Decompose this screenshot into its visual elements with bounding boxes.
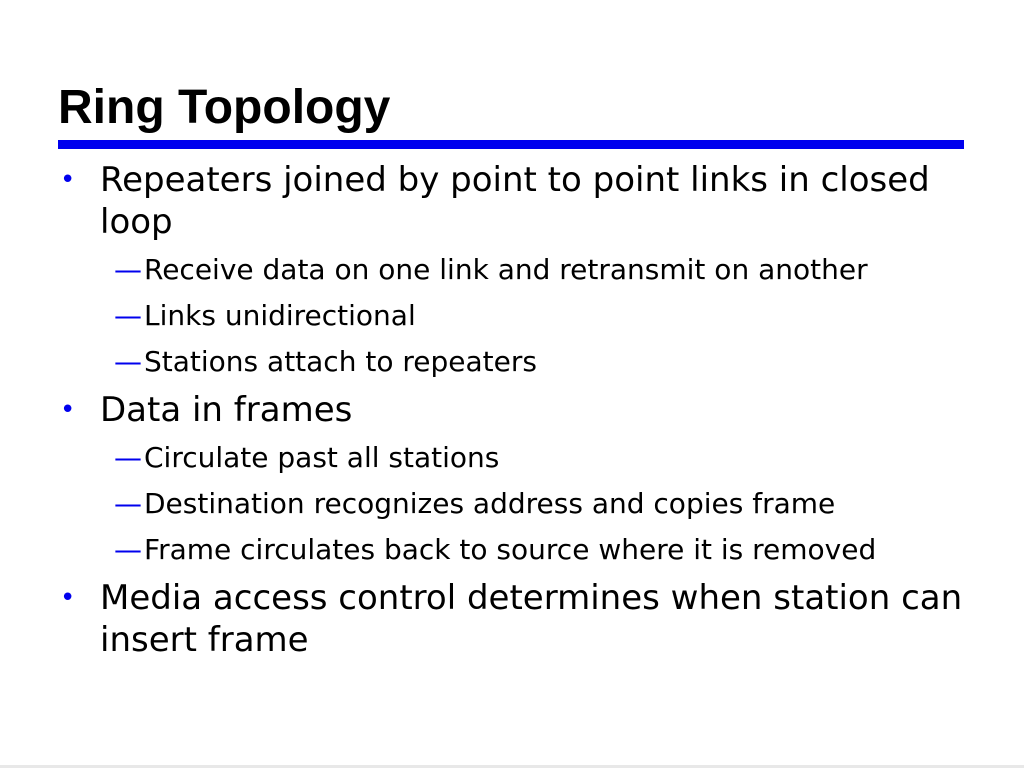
slide-title: Ring Topology [58,81,391,134]
sub-bullet-list [60,435,970,573]
sub-bullet-label: Destination recognizes address and copies frame [144,487,836,520]
sub-bullet-item [60,339,970,385]
bullet-label: Repeaters joined by point to point links in closed loop [100,160,930,242]
bullet-text [60,389,970,431]
sub-bullet-item [60,293,970,339]
dash-icon: — [114,345,142,378]
sub-bullet-item [60,481,970,527]
bullet-dot-icon: • [60,395,76,425]
bullet-item-3 [60,577,970,661]
bullet-label: Data in frames [100,390,353,430]
dash-icon: — [114,487,142,520]
sub-bullet-list [60,247,970,385]
sub-bullet-item [60,435,970,481]
bullet-dot-icon: • [60,165,76,195]
bullet-text [60,159,970,243]
dash-icon: — [114,441,142,474]
bullet-list [60,159,970,661]
dash-icon: — [114,253,142,286]
bullet-item-2 [60,389,970,573]
sub-bullet-label: Frame circulates back to source where it is removed [144,533,877,566]
title-underline [58,140,964,149]
bullet-dot-icon: • [60,583,76,613]
sub-bullet-label: Links unidirectional [144,299,416,332]
sub-bullet-label: Stations attach to repeaters [144,345,537,378]
dash-icon: — [114,299,142,332]
bullet-text [60,577,970,661]
sub-bullet-label: Receive data on one link and retransmit on another [144,253,868,286]
bullet-label: Media access control determines when station can insert frame [100,578,963,660]
sub-bullet-item [60,247,970,293]
sub-bullet-label: Circulate past all stations [144,441,500,474]
bullet-item-1 [60,159,970,385]
dash-icon: — [114,533,142,566]
sub-bullet-item [60,527,970,573]
